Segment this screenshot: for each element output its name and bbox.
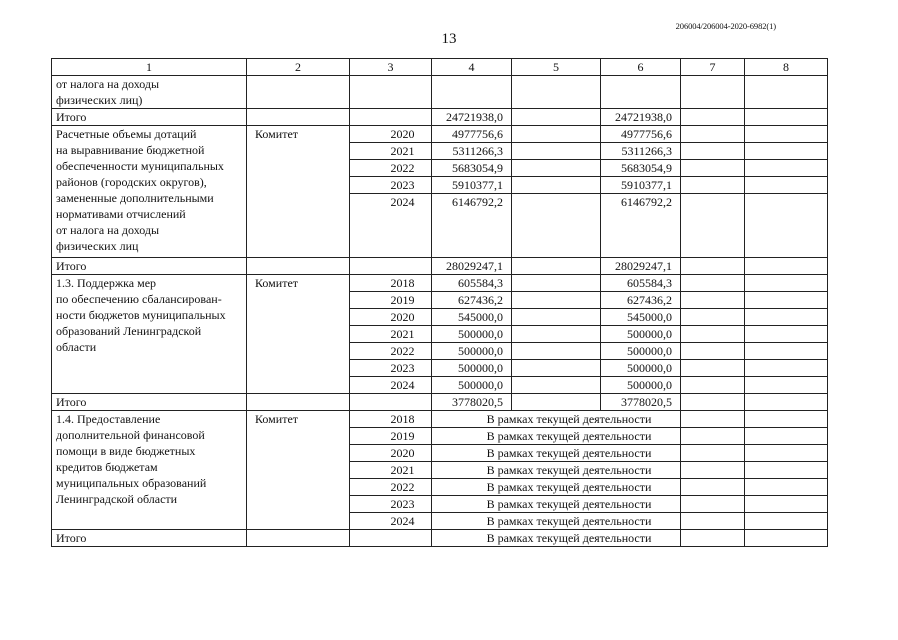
description-line: образований Ленинградской: [56, 324, 202, 338]
year-cell: [350, 530, 432, 547]
activity-note: В рамках текущей деятельности: [432, 445, 681, 462]
col7-cell: [681, 496, 745, 513]
col5-cell: [512, 194, 601, 258]
col7-cell: [681, 309, 745, 326]
table-row: [52, 126, 828, 143]
column-number: 3: [350, 59, 432, 76]
col7-cell: [681, 428, 745, 445]
col8-cell: [745, 428, 828, 445]
col8-cell: [745, 258, 828, 275]
col8-cell: [745, 445, 828, 462]
col8-cell: [745, 479, 828, 496]
col5-cell: [512, 160, 601, 177]
measure-description: [52, 411, 247, 530]
col5-cell: [512, 109, 601, 126]
col7-cell: [681, 194, 745, 258]
total-row: [52, 258, 828, 275]
total-row: [52, 109, 828, 126]
year-cell: 2021: [350, 326, 432, 343]
col7-cell: [681, 462, 745, 479]
column-number: 8: [745, 59, 828, 76]
col6-cell: 500000,0: [601, 326, 681, 343]
col4-cell: 500000,0: [432, 343, 512, 360]
column-number: 7: [681, 59, 745, 76]
col8-cell: [745, 309, 828, 326]
col7-cell: [681, 292, 745, 309]
col8-cell: [745, 326, 828, 343]
col7-cell: [681, 377, 745, 394]
col8-cell: [745, 530, 828, 547]
col7-cell: [681, 343, 745, 360]
col7-cell: [681, 530, 745, 547]
col5-cell: [512, 309, 601, 326]
col8-cell: [745, 177, 828, 194]
year-cell: 2018: [350, 275, 432, 292]
col5-cell: [512, 275, 601, 292]
col4-cell: 6146792,2: [432, 194, 512, 258]
col8-cell: [745, 143, 828, 160]
col7-cell: [681, 275, 745, 292]
description-line: помощи в виде бюджетных: [56, 444, 196, 458]
col8-cell: [745, 377, 828, 394]
total-label: Итого: [52, 109, 247, 126]
col7-cell: [681, 109, 745, 126]
col8-cell: [745, 360, 828, 377]
col8-cell: [745, 394, 828, 411]
table-row: [52, 76, 828, 109]
description-line: на выравнивание бюджетной: [56, 143, 205, 157]
executor-cell: [247, 394, 350, 411]
col7-cell: [681, 258, 745, 275]
activity-note: В рамках текущей деятельности: [432, 530, 681, 547]
col7-cell: [681, 76, 745, 109]
col4-cell: 5683054,9: [432, 160, 512, 177]
col8-cell: [745, 109, 828, 126]
col5-cell: [512, 126, 601, 143]
col8-cell: [745, 76, 828, 109]
description-line: обеспеченности муниципальных: [56, 159, 224, 173]
column-number: 4: [432, 59, 512, 76]
column-number-row: [52, 59, 828, 76]
year-cell: [350, 394, 432, 411]
col4-cell: 500000,0: [432, 360, 512, 377]
col5-cell: [512, 76, 601, 109]
col4-cell: [432, 76, 512, 109]
col7-cell: [681, 479, 745, 496]
total-col6: 3778020,5: [601, 394, 681, 411]
description-line: муниципальных образований: [56, 476, 207, 490]
col6-cell: 500000,0: [601, 377, 681, 394]
col6-cell: 4977756,6: [601, 126, 681, 143]
activity-note: В рамках текущей деятельности: [432, 428, 681, 445]
column-number: 5: [512, 59, 601, 76]
col6-cell: 627436,2: [601, 292, 681, 309]
description-line: физических лиц: [56, 239, 139, 253]
year-cell: 2021: [350, 462, 432, 479]
year-cell: 2021: [350, 143, 432, 160]
description-line: 1.3. Поддержка мер: [56, 276, 157, 290]
description-line: дополнительной финансовой: [56, 428, 205, 442]
year-cell: 2020: [350, 445, 432, 462]
year-cell: 2019: [350, 428, 432, 445]
year-cell: 2024: [350, 513, 432, 530]
total-col4: 24721938,0: [432, 109, 512, 126]
col5-cell: [512, 326, 601, 343]
total-col6: 28029247,1: [601, 258, 681, 275]
col8-cell: [745, 160, 828, 177]
description-line: нормативами отчислений: [56, 207, 186, 221]
column-number: 2: [247, 59, 350, 76]
year-cell: [350, 109, 432, 126]
document-registration-code: 206004/206004-2020-6982(1): [675, 21, 776, 31]
col5-cell: [512, 343, 601, 360]
description-line: области: [56, 340, 97, 354]
activity-note: В рамках текущей деятельности: [432, 462, 681, 479]
col6-cell: 6146792,2: [601, 194, 681, 258]
col4-cell: 5311266,3: [432, 143, 512, 160]
col6-cell: [601, 76, 681, 109]
col8-cell: [745, 343, 828, 360]
col4-cell: 5910377,1: [432, 177, 512, 194]
col7-cell: [681, 445, 745, 462]
activity-note: В рамках текущей деятельности: [432, 479, 681, 496]
col6-cell: 5683054,9: [601, 160, 681, 177]
description-line: Ленинградской области: [56, 492, 178, 506]
col4-cell: 545000,0: [432, 309, 512, 326]
col8-cell: [745, 126, 828, 143]
description-line: по обеспечению сбалансирован-: [56, 292, 222, 306]
column-number: 6: [601, 59, 681, 76]
col6-cell: 500000,0: [601, 360, 681, 377]
col4-cell: 605584,3: [432, 275, 512, 292]
total-label: Итого: [52, 258, 247, 275]
activity-note: В рамках текущей деятельности: [432, 513, 681, 530]
col6-cell: 5910377,1: [601, 177, 681, 194]
total-label: Итого: [52, 530, 247, 547]
col6-cell: 500000,0: [601, 343, 681, 360]
description-line: ности бюджетов муниципальных: [56, 308, 226, 322]
col5-cell: [512, 292, 601, 309]
col6-cell: 545000,0: [601, 309, 681, 326]
total-col6: 24721938,0: [601, 109, 681, 126]
year-cell: 2019: [350, 292, 432, 309]
col8-cell: [745, 496, 828, 513]
description-line: районов (городских округов),: [56, 175, 207, 189]
year-cell: 2020: [350, 309, 432, 326]
executor-cell: [247, 76, 350, 109]
col7-cell: [681, 360, 745, 377]
col4-cell: 500000,0: [432, 377, 512, 394]
measure-description: [52, 126, 247, 258]
year-cell: 2023: [350, 177, 432, 194]
description-line: Расчетные объемы дотаций: [56, 127, 197, 141]
col4-cell: 500000,0: [432, 326, 512, 343]
col5-cell: [512, 360, 601, 377]
col5-cell: [512, 377, 601, 394]
col8-cell: [745, 292, 828, 309]
col6-cell: 5311266,3: [601, 143, 681, 160]
description-line: кредитов бюджетам: [56, 460, 158, 474]
executor-cell: Комитет: [247, 275, 350, 394]
col7-cell: [681, 326, 745, 343]
year-cell: 2023: [350, 360, 432, 377]
executor-cell: [247, 258, 350, 275]
budget-table: [51, 58, 828, 547]
measure-description: [52, 275, 247, 394]
executor-cell: [247, 530, 350, 547]
activity-note: В рамках текущей деятельности: [432, 411, 681, 428]
description-line: от налога на доходы: [56, 223, 160, 237]
total-label: Итого: [52, 394, 247, 411]
year-cell: 2022: [350, 343, 432, 360]
description-line: от налога на доходы: [56, 77, 160, 91]
year-cell: 2018: [350, 411, 432, 428]
year-cell: 2023: [350, 496, 432, 513]
year-cell: 2020: [350, 126, 432, 143]
col7-cell: [681, 513, 745, 530]
description-line: замененные дополнительными: [56, 191, 214, 205]
col8-cell: [745, 194, 828, 258]
col7-cell: [681, 411, 745, 428]
col8-cell: [745, 513, 828, 530]
col8-cell: [745, 275, 828, 292]
col4-cell: 627436,2: [432, 292, 512, 309]
col4-cell: 4977756,6: [432, 126, 512, 143]
total-row: [52, 394, 828, 411]
col5-cell: [512, 143, 601, 160]
year-cell: 2024: [350, 377, 432, 394]
col6-cell: 605584,3: [601, 275, 681, 292]
activity-note: В рамках текущей деятельности: [432, 496, 681, 513]
page-number: 13: [441, 31, 457, 47]
measure-description: [52, 76, 247, 109]
executor-cell: [247, 109, 350, 126]
year-cell: [350, 76, 432, 109]
total-row: [52, 530, 828, 547]
col5-cell: [512, 177, 601, 194]
col5-cell: [512, 258, 601, 275]
year-cell: [350, 258, 432, 275]
table-row: [52, 411, 828, 428]
table-row: [52, 275, 828, 292]
total-col4: 3778020,5: [432, 394, 512, 411]
description-line: 1.4. Предоставление: [56, 412, 161, 426]
executor-cell: Комитет: [247, 126, 350, 258]
year-cell: 2022: [350, 479, 432, 496]
year-cell: 2022: [350, 160, 432, 177]
total-col4: 28029247,1: [432, 258, 512, 275]
executor-cell: Комитет: [247, 411, 350, 530]
col7-cell: [681, 143, 745, 160]
col7-cell: [681, 160, 745, 177]
col7-cell: [681, 126, 745, 143]
col8-cell: [745, 411, 828, 428]
description-line: физических лиц): [56, 93, 143, 107]
column-number: 1: [52, 59, 247, 76]
col7-cell: [681, 394, 745, 411]
col7-cell: [681, 177, 745, 194]
col5-cell: [512, 394, 601, 411]
year-cell: 2024: [350, 194, 432, 258]
col8-cell: [745, 462, 828, 479]
